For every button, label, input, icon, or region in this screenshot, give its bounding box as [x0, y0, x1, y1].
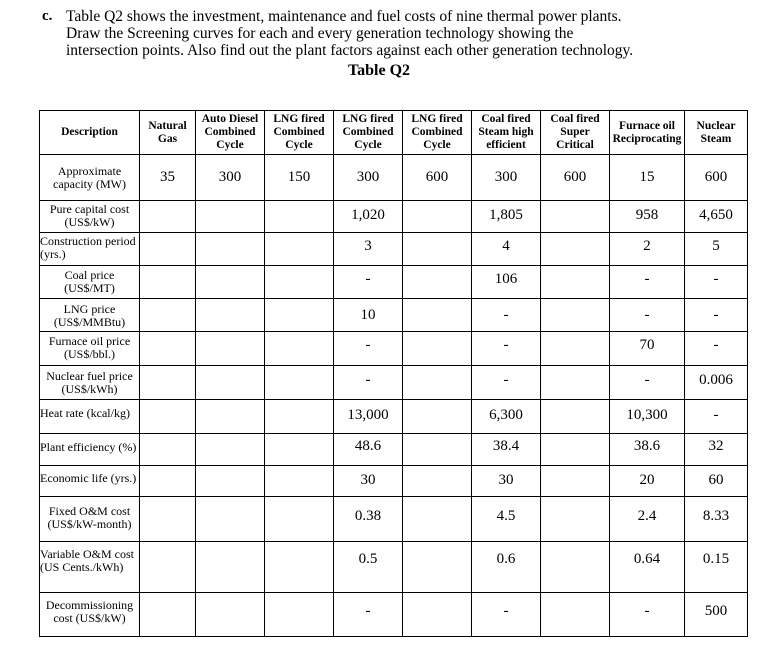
cell-value: - — [472, 593, 541, 637]
cell-value: 6,300 — [472, 400, 541, 434]
description-header: Description — [40, 111, 140, 155]
cell-value — [196, 542, 265, 593]
cell-value — [403, 201, 472, 233]
cell-value: 2.4 — [610, 497, 685, 542]
row-label: Plant efficiency (%) — [40, 434, 140, 466]
cell-value — [265, 266, 334, 299]
cell-value — [140, 542, 196, 593]
cell-value — [265, 400, 334, 434]
table-row-lng-price — [40, 299, 748, 332]
cell-value: 300 — [334, 155, 403, 201]
cell-value: 4,650 — [685, 201, 748, 233]
cell-value: - — [610, 299, 685, 332]
cell-value: 48.6 — [334, 434, 403, 466]
cell-value: 2 — [610, 233, 685, 266]
cell-value — [265, 434, 334, 466]
row-label: Construction period (yrs.) — [40, 233, 140, 266]
cell-value: 600 — [403, 155, 472, 201]
column-header: LNG fired Combined Cycle — [403, 111, 472, 155]
table-row-furnace-oil-price — [40, 332, 748, 366]
cell-value: 20 — [610, 466, 685, 497]
row-label: Nuclear fuel price (US$/kWh) — [40, 366, 140, 400]
cell-value — [196, 266, 265, 299]
row-label: Pure capital cost (US$/kW) — [40, 201, 140, 233]
cell-value — [541, 299, 610, 332]
table-q2 — [39, 110, 748, 637]
row-label: Fixed O&M cost (US$/kW-month) — [40, 497, 140, 542]
column-header: Furnace oil Reciprocating — [610, 111, 685, 155]
cell-value: 38.4 — [472, 434, 541, 466]
cell-value — [541, 233, 610, 266]
cell-value — [265, 299, 334, 332]
table-row-plant-efficiency — [40, 434, 748, 466]
table-row-approximate-capacity — [40, 155, 748, 201]
cell-value — [140, 332, 196, 366]
cell-value — [265, 593, 334, 637]
cell-value: 13,000 — [334, 400, 403, 434]
cell-value — [541, 593, 610, 637]
row-label: LNG price (US$/MMBtu) — [40, 299, 140, 332]
cell-value — [265, 233, 334, 266]
cell-value — [196, 201, 265, 233]
cell-value — [541, 266, 610, 299]
cell-value — [541, 434, 610, 466]
cell-value — [265, 201, 334, 233]
cell-value: 1,020 — [334, 201, 403, 233]
cell-value — [403, 366, 472, 400]
cell-value — [140, 201, 196, 233]
cell-value: - — [472, 299, 541, 332]
cell-value: 0.5 — [334, 542, 403, 593]
cell-value — [403, 497, 472, 542]
cell-value: - — [685, 332, 748, 366]
table-row-nuclear-fuel-price — [40, 366, 748, 400]
cell-value: 4 — [472, 233, 541, 266]
cell-value — [403, 299, 472, 332]
cell-value: 38.6 — [610, 434, 685, 466]
cell-value: 300 — [472, 155, 541, 201]
cell-value — [140, 233, 196, 266]
table-row-coal-price — [40, 266, 748, 299]
table-row-fixed-om-cost — [40, 497, 748, 542]
cell-value — [403, 400, 472, 434]
cell-value — [140, 400, 196, 434]
row-label: Heat rate (kcal/kg) — [40, 400, 140, 434]
cell-value — [196, 332, 265, 366]
cell-value — [140, 366, 196, 400]
table-row-decommissioning-cost — [40, 593, 748, 637]
cell-value — [140, 593, 196, 637]
table-row-economic-life — [40, 466, 748, 497]
question-line: Table Q2 shows the investment, maintenance and fuel costs of nine thermal power plants. — [66, 8, 622, 25]
cell-value: 0.64 — [610, 542, 685, 593]
cell-value: - — [334, 366, 403, 400]
cell-value: 0.006 — [685, 366, 748, 400]
cell-value: 15 — [610, 155, 685, 201]
table-title: Table Q2 — [347, 62, 411, 79]
column-header: Auto Diesel Combined Cycle — [196, 111, 265, 155]
cell-value: 0.38 — [334, 497, 403, 542]
cell-value: 106 — [472, 266, 541, 299]
cell-value: 3 — [334, 233, 403, 266]
cell-value — [140, 266, 196, 299]
cell-value: 600 — [541, 155, 610, 201]
row-label: Approximate capacity (MW) — [40, 155, 140, 201]
cell-value — [196, 233, 265, 266]
cell-value: 600 — [685, 155, 748, 201]
cell-value: - — [472, 366, 541, 400]
cell-value — [265, 332, 334, 366]
cell-value — [541, 466, 610, 497]
cell-value — [541, 366, 610, 400]
cell-value: 70 — [610, 332, 685, 366]
cell-value: - — [610, 366, 685, 400]
cell-value: - — [685, 400, 748, 434]
table-header-row — [40, 111, 748, 155]
column-header: LNG fired Combined Cycle — [265, 111, 334, 155]
cell-value: 32 — [685, 434, 748, 466]
row-label: Variable O&M cost (US Cents./kWh) — [40, 542, 140, 593]
cell-value: - — [685, 266, 748, 299]
cell-value — [140, 497, 196, 542]
cell-value — [196, 400, 265, 434]
cell-value — [403, 233, 472, 266]
cell-value: - — [472, 332, 541, 366]
cell-value: 150 — [265, 155, 334, 201]
table-row-construction-period — [40, 233, 748, 266]
table-row-variable-om-cost — [40, 542, 748, 593]
cell-value: 60 — [685, 466, 748, 497]
cell-value — [403, 593, 472, 637]
column-header: LNG fired Combined Cycle — [334, 111, 403, 155]
question-label: c. — [42, 8, 53, 24]
cell-value — [403, 434, 472, 466]
table-row-pure-capital-cost — [40, 201, 748, 233]
cell-value: - — [334, 332, 403, 366]
question-line: intersection points. Also find out the plant factors against each other generation technology. — [66, 42, 634, 59]
cell-value — [541, 400, 610, 434]
question-text — [66, 8, 752, 59]
cell-value: 0.15 — [685, 542, 748, 593]
row-label: Coal price (US$/MT) — [40, 266, 140, 299]
cell-value — [541, 332, 610, 366]
cell-value: 10,300 — [610, 400, 685, 434]
cell-value — [403, 266, 472, 299]
cell-value — [265, 542, 334, 593]
cell-value: 30 — [472, 466, 541, 497]
cell-value: - — [334, 266, 403, 299]
cell-value: 958 — [610, 201, 685, 233]
row-label: Furnace oil price (US$/bbl.) — [40, 332, 140, 366]
row-label: Economic life (yrs.) — [40, 466, 140, 497]
cell-value — [196, 366, 265, 400]
cell-value — [140, 299, 196, 332]
cell-value: 500 — [685, 593, 748, 637]
table-row-heat-rate — [40, 400, 748, 434]
cell-value: - — [610, 593, 685, 637]
cell-value — [140, 466, 196, 497]
cell-value — [265, 366, 334, 400]
cell-value — [541, 497, 610, 542]
cell-value: 35 — [140, 155, 196, 201]
cell-value — [140, 434, 196, 466]
cell-value: - — [610, 266, 685, 299]
cell-value: 4.5 — [472, 497, 541, 542]
column-header: Coal fired Super Critical — [541, 111, 610, 155]
cell-value: 1,805 — [472, 201, 541, 233]
cell-value — [265, 497, 334, 542]
cell-value: 0.6 — [472, 542, 541, 593]
question-line: Draw the Screening curves for each and every generation technology showing the — [66, 25, 574, 42]
column-header: Nuclear Steam — [685, 111, 748, 155]
cell-value: 10 — [334, 299, 403, 332]
cell-value — [196, 593, 265, 637]
cell-value: - — [685, 299, 748, 332]
cell-value — [265, 466, 334, 497]
cell-value: 300 — [196, 155, 265, 201]
cell-value — [196, 299, 265, 332]
table-body — [40, 155, 748, 637]
column-header: Natural Gas — [140, 111, 196, 155]
column-header: Coal fired Steam high efficient — [472, 111, 541, 155]
row-label: Decommissioning cost (US$/kW) — [40, 593, 140, 637]
cell-value: 30 — [334, 466, 403, 497]
cell-value — [196, 497, 265, 542]
cell-value — [403, 332, 472, 366]
cell-value — [196, 466, 265, 497]
cell-value: 5 — [685, 233, 748, 266]
cell-value — [541, 542, 610, 593]
cell-value — [403, 542, 472, 593]
cell-value: 8.33 — [685, 497, 748, 542]
cell-value — [541, 201, 610, 233]
cell-value — [403, 466, 472, 497]
cell-value — [196, 434, 265, 466]
cell-value: - — [334, 593, 403, 637]
